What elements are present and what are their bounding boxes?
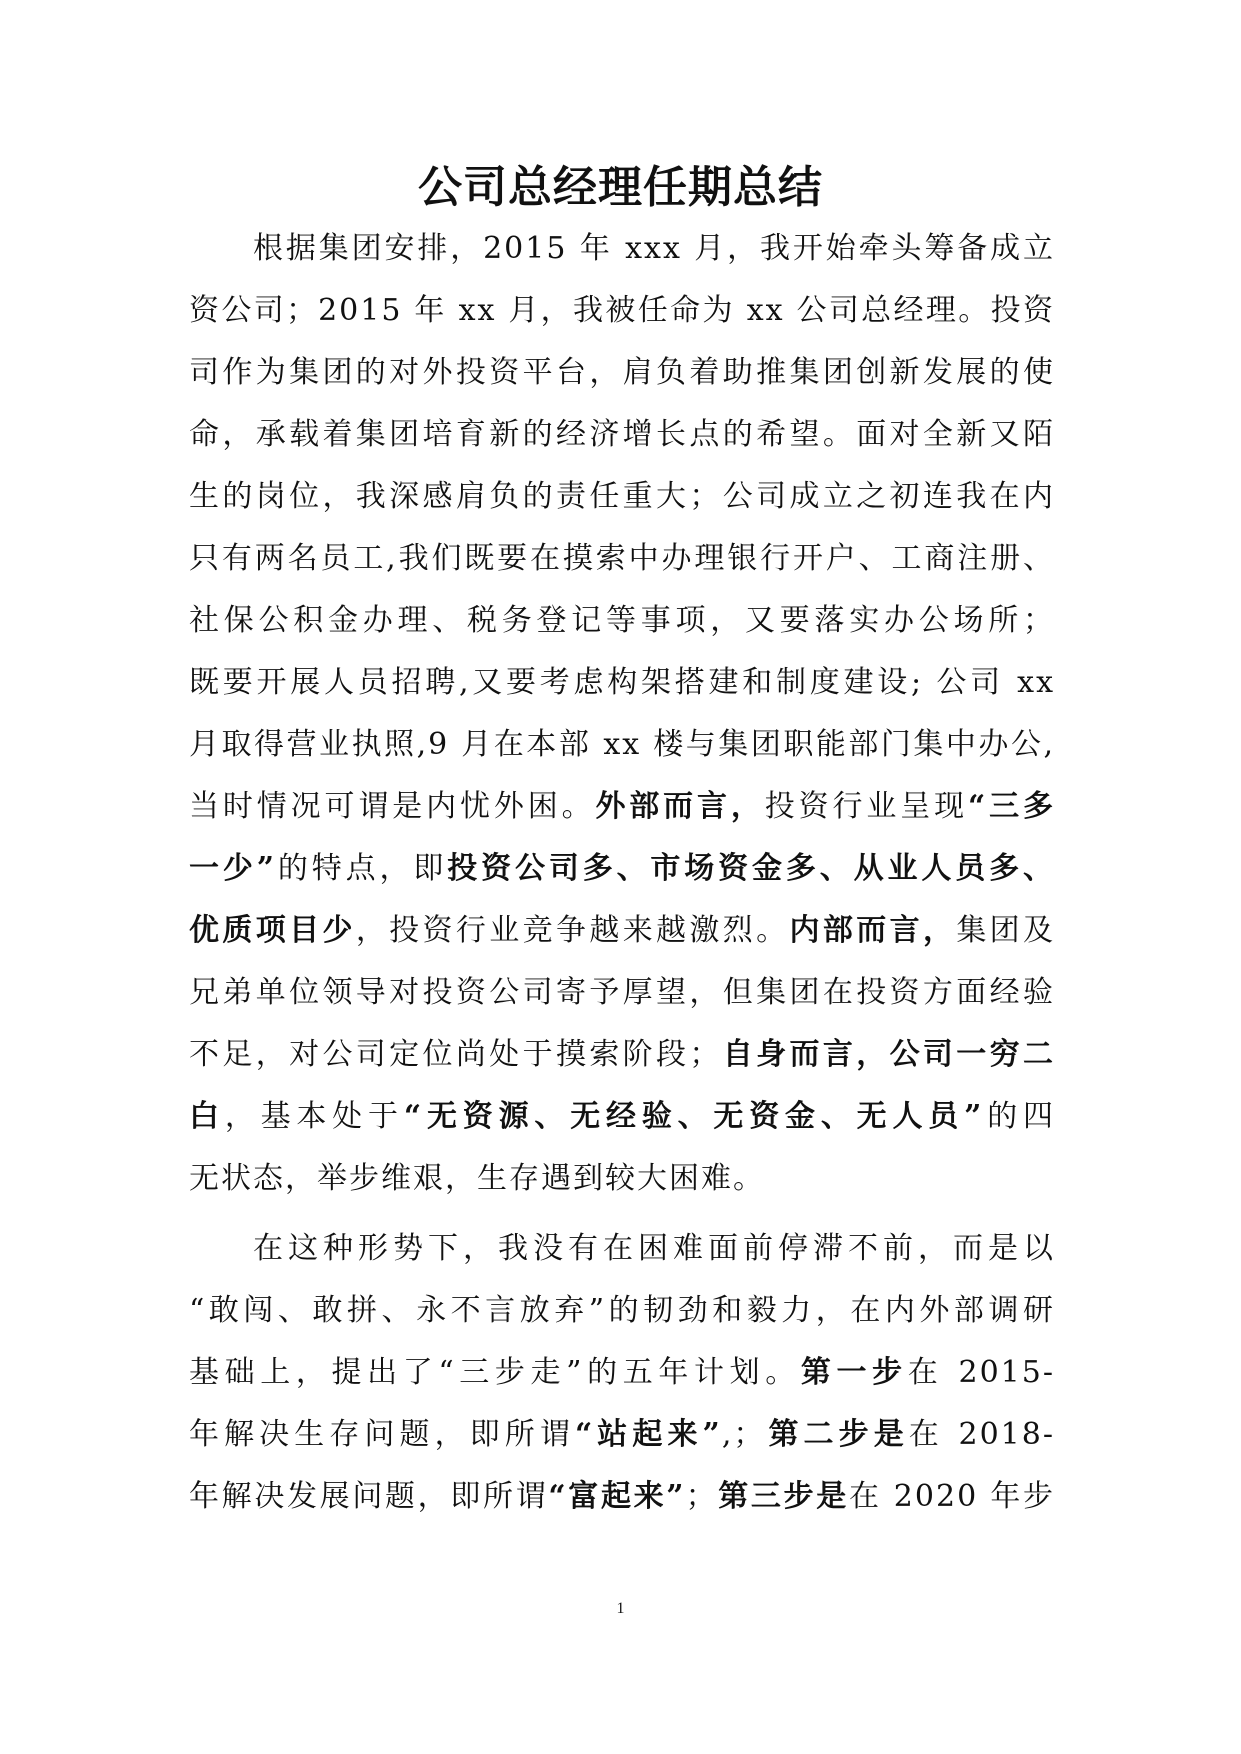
text-run: ，基本处于 <box>224 1099 404 1134</box>
text-line <box>189 1404 1055 1466</box>
bold-run: 第一步 <box>800 1355 908 1390</box>
bold-run: 第三步是 <box>717 1479 849 1514</box>
page-number: 1 <box>616 1600 625 1617</box>
text-line: 兄弟单位领导对投资公司寄予厚望，但集团在投资方面经验 <box>189 975 1055 1010</box>
paragraph-2 <box>189 1218 1055 1528</box>
text-run: 在 2015- <box>907 1355 1055 1390</box>
text-line: 只有两名员工,我们既要在摸索中办理银行开户、工商注册、 <box>189 541 1055 576</box>
text-line: 在这种形势下，我没有在困难面前停滞不前，而是以 <box>253 1231 1055 1266</box>
text-line: “敢闯、敢拼、永不言放弃”的韧劲和毅力，在内外部调研 <box>189 1293 1055 1328</box>
text-line <box>189 1342 1055 1404</box>
text-run: ,； <box>721 1417 766 1452</box>
bold-run: “富起来” <box>548 1479 686 1514</box>
text-line: 无状态，举步维艰，生存遇到较大困难。 <box>189 1161 765 1196</box>
text-run: 年解决发展问题，即所谓 <box>189 1479 549 1514</box>
document-body <box>189 218 1055 1528</box>
paragraph-1 <box>189 218 1055 1210</box>
document-title: 公司总经理任期总结 <box>418 162 823 213</box>
bold-run: 第二步是 <box>765 1417 909 1452</box>
text-line: 命，承载着集团培育新的经济增长点的希望。面对全新又陌 <box>189 417 1055 452</box>
bold-run: 内部而言， <box>789 913 957 948</box>
text-run: ； <box>685 1479 718 1514</box>
bold-run: “无资源、无经验、无资金、无人员” <box>403 1099 984 1134</box>
bold-run: 优质项目少 <box>189 913 356 948</box>
text-line <box>189 900 1055 962</box>
bold-run: “三多 <box>968 789 1055 824</box>
text-line <box>189 776 1055 838</box>
bold-run: 外部而言， <box>595 789 765 824</box>
text-line <box>189 1086 1055 1148</box>
text-run: 当时情况可谓是内忧外困。 <box>189 789 596 824</box>
bold-run: 一少” <box>189 851 276 886</box>
text-run: 的四 <box>983 1099 1055 1134</box>
text-run: 年解决生存问题，即所谓 <box>189 1417 575 1452</box>
text-run: 的特点，即 <box>276 851 448 886</box>
text-run: 基础上，提出了“三步走”的五年计划。 <box>189 1355 801 1390</box>
bold-run: 自身而言，公司一穷二 <box>721 1037 1055 1072</box>
text-run: ，投资行业竞争越来越激烈。 <box>355 913 790 948</box>
text-line <box>189 838 1055 900</box>
text-line <box>189 1466 1055 1528</box>
text-run: 投资行业呈现 <box>764 789 969 824</box>
text-run: 不足，对公司定位尚处于摸索阶段； <box>189 1037 722 1072</box>
text-line: 司作为集团的对外投资平台，肩负着助推集团创新发展的使 <box>189 355 1055 390</box>
text-line: 根据集团安排，2015 年 xxx 月，我开始牵头筹备成立 <box>253 231 1055 266</box>
bold-run: 白 <box>189 1099 225 1134</box>
paragraph-gap <box>189 1210 1055 1218</box>
text-line: 既要开展人员招聘,又要考虑构架搭建和制度建设; 公司 xx <box>189 665 1055 700</box>
bold-run: 投资公司多、市场资金多、从业人员多、 <box>447 851 1055 886</box>
text-run: 集团及 <box>956 913 1055 948</box>
text-line: 社保公积金办理、税务登记等事项，又要落实办公场所； <box>189 603 1055 638</box>
text-line <box>189 1024 1055 1086</box>
text-line: 月取得营业执照,9 月在本部 xx 楼与集团职能部门集中办公, <box>189 727 1055 762</box>
text-line: 资公司；2015 年 xx 月，我被任命为 xx 公司总经理。投资 <box>189 293 1055 328</box>
bold-run: “站起来” <box>574 1417 722 1452</box>
text-run: 在 2020 年步 <box>848 1479 1055 1514</box>
text-line: 生的岗位，我深感肩负的责任重大；公司成立之初连我在内 <box>189 479 1055 514</box>
text-run: 在 2018- <box>908 1417 1055 1452</box>
